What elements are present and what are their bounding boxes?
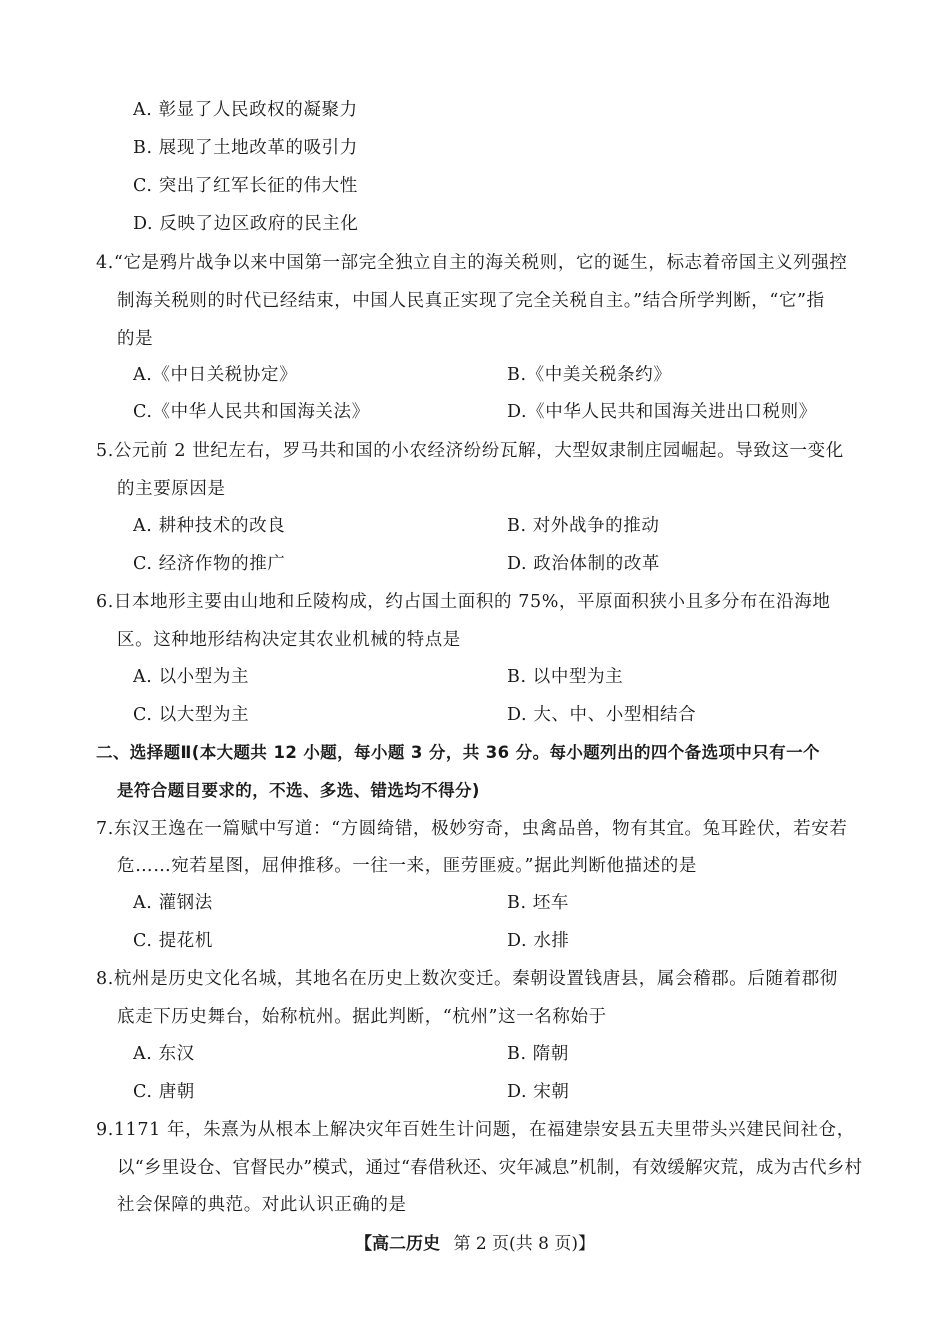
page-footer (0, 1232, 950, 1256)
q7-stem-line2: 危……宛若星图，屈伸推移。一往一来，匪劳匪疲。”据此判断他描述的是 (117, 856, 697, 876)
q7-stem-line1: 7.东汉王逸在一篇赋中写道：“方圆绮错，极妙穷奇，虫禽品兽，物有其宜。兔耳跧伏，若安若 (96, 819, 848, 839)
q7-option-d: D. 水排 (507, 931, 570, 951)
q4-option-d: D.《中华人民共和国海关进出口税则》 (507, 402, 817, 422)
section2-heading-line2: 是符合题目要求的，不选、多选、错选均不得分) (117, 781, 480, 800)
q8-option-c: C. 唐朝 (133, 1082, 195, 1102)
q6-option-c: C. 以大型为主 (133, 705, 250, 725)
q8-option-a: A. 东汉 (133, 1044, 195, 1064)
q5-option-c: C. 经济作物的推广 (133, 554, 286, 574)
q7-option-c: C. 提花机 (133, 931, 213, 951)
q9-stem-line3: 社会保障的典范。对此认识正确的是 (117, 1195, 407, 1215)
q3-option-c: C. 突出了红军长征的伟大性 (133, 176, 358, 196)
q6-option-b: B. 以中型为主 (507, 667, 624, 687)
q8-option-d: D. 宋朝 (507, 1082, 570, 1102)
q4-option-b: B.《中美关税条约》 (507, 365, 672, 385)
q4-stem-line1: 4.“它是鸦片战争以来中国第一部完全独立自主的海关税则，它的诞生，标志着帝国主义列强控 (96, 253, 848, 273)
q5-option-b: B. 对外战争的推动 (507, 516, 660, 536)
q8-stem-line1: 8.杭州是历史文化名城，其地名在历史上数次变迁。秦朝设置钱唐县，属会稽郡。后随着郡彻 (96, 969, 838, 989)
q3-option-d: D. 反映了边区政府的民主化 (133, 214, 359, 234)
q5-stem-line1: 5.公元前 2 世纪左右，罗马共和国的小农经济纷纷瓦解，大型奴隶制庄园崛起。导致这一变化 (96, 441, 844, 461)
q7-option-b: B. 坯车 (507, 893, 569, 913)
q4-stem-line3: 的是 (117, 329, 154, 349)
q4-option-c: C.《中华人民共和国海关法》 (133, 402, 370, 422)
q6-stem-line1: 6.日本地形主要由山地和丘陵构成，约占国土面积的 75%，平原面积狭小且多分布在沿海地 (96, 592, 831, 612)
q9-stem-line2: 以“乡里设仓、官督民办”模式，通过“春借秋还、灾年减息”机制，有效缓解灾荒，成为古代乡村 (117, 1158, 863, 1178)
q6-option-d: D. 大、中、小型相结合 (507, 705, 697, 725)
q5-stem-line2: 的主要原因是 (117, 479, 226, 499)
q7-option-a: A. 灌钢法 (133, 893, 213, 913)
q6-option-a: A. 以小型为主 (133, 667, 250, 687)
footer-subject: 【高二历史 (355, 1234, 441, 1254)
q8-option-b: B. 隋朝 (507, 1044, 569, 1064)
q4-option-a: A.《中日关税协定》 (133, 365, 298, 385)
section2-heading-line1: 二、选择题Ⅱ(本大题共 12 小题，每小题 3 分，共 36 分。每小题列出的四个备选项中只有一个 (96, 743, 820, 762)
q5-option-d: D. 政治体制的改革 (507, 554, 661, 574)
q8-stem-line2: 底走下历史舞台，始称杭州。据此判断，“杭州”这一名称始于 (117, 1007, 607, 1027)
q6-stem-line2: 区。这种地形结构决定其农业机械的特点是 (117, 630, 461, 650)
q3-option-b: B. 展现了土地改革的吸引力 (133, 138, 358, 158)
footer-page-number: 第 2 页(共 8 页)】 (453, 1234, 595, 1254)
q5-option-a: A. 耕种技术的改良 (133, 516, 286, 536)
q3-option-a: A. 彰显了人民政权的凝聚力 (133, 100, 358, 120)
q4-stem-line2: 制海关税则的时代已经结束，中国人民真正实现了完全关税自主。”结合所学判断，“它”指 (117, 291, 825, 311)
q9-stem-line1: 9.1171 年，朱熹为从根本上解决灾年百姓生计问题，在福建崇安县五夫里带头兴建民间社仓， (96, 1120, 855, 1140)
